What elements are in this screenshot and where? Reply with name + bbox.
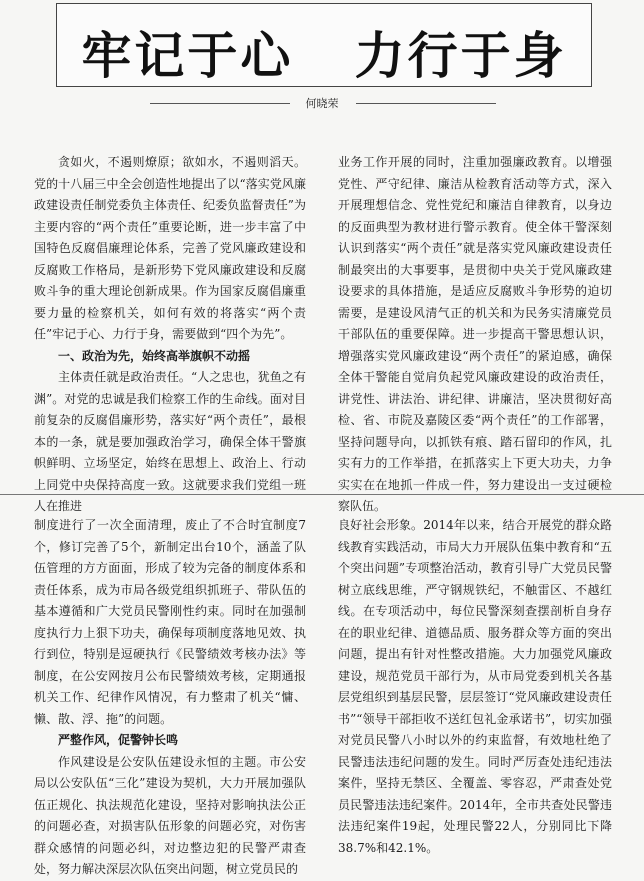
paragraph: 主体责任就是政治责任。“人之忠也，犹鱼之有渊”。对党的忠诚是我们检察工作的生命线。面对目前复杂的反腐倡廉形势，落实好“两个责任”，最根本的一条，就是要加强政治学习，确保全体干警旗帜鲜明、立场坚定，始终在思想上、政治上、行动上同党中央保持高度一致。这就要求我们党组一班人在推进 bbox=[34, 370, 306, 513]
title-box bbox=[56, 3, 592, 87]
bottom-right-column bbox=[338, 515, 612, 859]
article-title: 牢记于心 力行于身 bbox=[81, 27, 567, 85]
author-name: 何晓荣 bbox=[0, 95, 644, 111]
bottom-left-column bbox=[34, 515, 306, 881]
byline bbox=[0, 95, 644, 111]
paragraph: 制度进行了一次全面清理，废止了不合时宜制度7个，修订完善了5个，新制定出台10个，涵盖了队伍管理的方方面面，形成了较为完备的制度体系和责任体系，成为市局各级党组织抓班子、带队伍的基本遵循和广大党员民警刚性约束。同时在加强制度执行力上狠下功夫，确保每项制度落地见效、执行到位，特别是逗硬执行《民警绩效考核办法》等制度，在公安网按月公布民警绩效考核，定期通报机关工作、纪律作风情况，有力整肃了机关“慵、懒、散、浮、拖”的问题。 bbox=[34, 518, 306, 726]
section-heading: 一、政治为先，始终高举旗帜不动摇 bbox=[58, 348, 251, 363]
paragraph: 作风建设是公安队伍建设永恒的主题。市公安局以公安队伍“三化”建设为契机，大力开展加强队伍正规化、执法规范化建设，坚持对影响执法公正的问题必查，对损害队伍形象的问题必究，对伤害群众感情的问题必纠，对边整边犯的民警严肃查处，努力解决深层次队伍突出问题，树立党员民的 bbox=[34, 754, 306, 876]
paragraph: 贪如火，不遏则燎原；欲如水，不遏则滔天。党的十八届三中全会创造性地提出了以“落实党风廉政建设责任制党委负主体责任、纪委负监督责任”为主要内容的“两个责任”重要论断，进一步丰富了中国特色反腐倡廉理论体系，完善了党风廉政建设和反腐败工作格局，是新形势下党风廉政建设和反腐败斗争的重大理论创新成果。作为国家反腐倡廉重要力量的检察机关，如何有效的将落实“两个责任”牢记于心、力行于身，需要做到“四个为先”。 bbox=[34, 155, 306, 341]
top-right-column bbox=[338, 152, 612, 518]
section-heading: 严整作风，促警钟长鸣 bbox=[58, 733, 179, 747]
section-divider bbox=[0, 494, 644, 495]
top-left-column bbox=[34, 152, 306, 518]
paragraph: 业务工作开展的同时，注重加强廉政教育。以增强党性、严守纪律、廉洁从检教育活动等方式，深入开展理想信念、党性党纪和廉洁自律教育，以身边的反面典型为教材进行警示教育。使全体干警深刻认识到落实“两个责任”就是落实党风廉政建设责任制最突出的大事要事，是贯彻中央关于党风廉政建设要求的具体措施，是适应反腐败斗争形势的迫切需要，是建设风清气正的机关和为民务实清廉党员干部队伍的重要保障。进一步提高干警思想认识，增强落实党风廉政建设“两个责任”的紧迫感，确保全体干警能自觉肩负起党风廉政建设的政治责任，讲党性、讲法治、讲纪律、讲廉洁，坚决贯彻好高检、省、市院及嘉陵区委“两个责任”的工作部署，坚持问题导向，以抓铁有痕、踏石留印的作风，扎实有力的工作举措，在抓落实上下更大功夫，力争实实在在地抓一件成一件，努力建设出一支过硬检察队伍。 bbox=[338, 155, 612, 513]
paragraph: 良好社会形象。2014年以来，结合开展党的群众路线教育实践活动，市局大力开展队伍集中教育和“五个突出问题”专项整治活动，教育引导广大党员民警树立底线思维，严守钢规铁纪，不触雷区、不越红线。在专项活动中，每位民警深刻查摆剖析自身存在的职业纪律、道德品质、服务群众等方面的突出问题，提出有针对性整改措施。大力加强党风廉政建设，规范党员干部行为，从市局党委到机关各基层党组织到基层民警，层层签订“党风廉政建设责任书”“领导干部拒收不送红包礼金承诺书”，切实加强对党员民警八小时以外的约束监督，有效地杜绝了民警违法违纪问题的发生。同时严厉查处违纪违法案件，坚持无禁区、全覆盖、零容忍，严肃查处党员民警违法违纪案件。2014年，全市共查处民警违法违纪案件19起，处理民警22人，分别同比下降38.7%和42.1%。 bbox=[338, 518, 612, 855]
